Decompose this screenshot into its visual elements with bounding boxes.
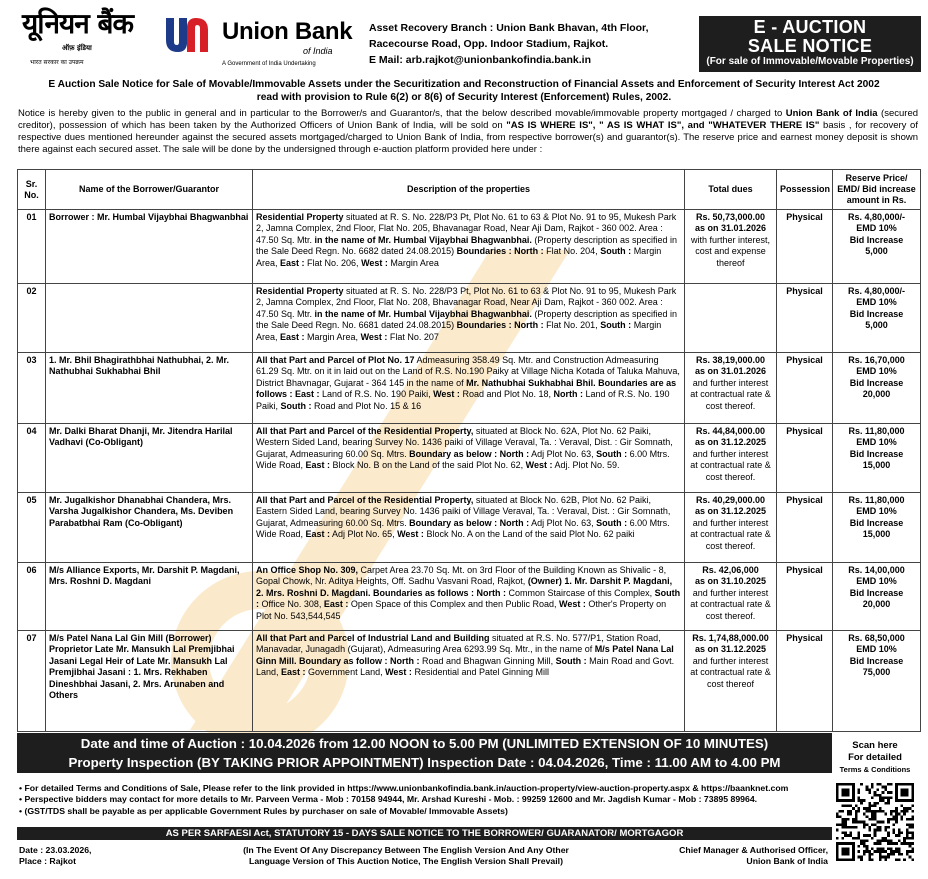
header-description: Description of the properties (253, 170, 685, 210)
desc-bold: West : (397, 529, 424, 540)
desc-bold: South : (600, 246, 632, 257)
notice-basis: "AS IS WHERE IS", " AS IS WHAT IS", and "WHATEVER THERE IS" (506, 120, 820, 131)
notice-bank-name: Union Bank of India (785, 108, 878, 119)
desc-text: situated at R. S. No. 228/P3 Pt, Plot No. 61 to 63 & Plot No. 91 to 95, Mukesh Park 2, Jamna Complex, 2nd Floor, Flat No. 208, Bhavanagar Road, Near Aji Dam, Rajkot - 360 002. Area : 47.50 Sq. Mtr. (256, 286, 677, 319)
dues-note: and further interest at contractual rate & cost thereof. (690, 377, 771, 411)
header-sr-no: Sr. No. (18, 170, 46, 210)
cell-reserve (833, 210, 921, 284)
cell-sr-no: 04 (18, 424, 46, 493)
desc-bold: South : (280, 400, 312, 411)
desc-text: situated at R.S. No. 577/P1, Station Road, Manavadar, Junagadh (Gujarat), Admeasuring Area 6293.99 Sq. Mtr., in the name of (256, 633, 661, 655)
reserve-price: Rs. 16,70,000 (848, 355, 905, 365)
logo-hindi-subtext: ऑफ़ इंडिया (62, 44, 92, 52)
desc-bold: East : (281, 667, 306, 678)
desc-bold: Boundaries : North : (456, 246, 544, 257)
desc-bold: West : (433, 389, 460, 400)
dues-amount: Rs. 44,84,000.00 (695, 426, 766, 436)
desc-text: situated at R. S. No. 228/P3 Pt, Plot No. 61 to 63 & Plot No. 91 to 95, Mukesh Park 2, Jamna Complex, 2nd Floor, Flat No. 205, Bhavanagar Road, Near Aji Dam, Rajkot - 360 002. Area : 47.50 Sq. Mtr. (256, 212, 677, 245)
header (0, 0, 928, 74)
scan-line1: Scan here (852, 740, 898, 751)
desc-bold: Residential Property (256, 212, 344, 222)
sale-notice-subtitle: (For sale of Immovable/Movable Properties) (706, 56, 914, 67)
desc-text: Flat No. 206, (304, 257, 362, 268)
desc-bold: South : (256, 587, 681, 610)
desc-text: Block No. A on the Land of the said Plot No. 62 paiki (423, 529, 635, 540)
bid-increase-amount: 20,000 (862, 599, 891, 610)
table-row (18, 353, 921, 424)
desc-text: situated at Block No. 62B, Plot No. 62 Paiki, Eastern Sided Land, bearing Survey No. 1436 paiki of Village Veraval, Ta. : Veraval, Dist. : Gir Somnath, Gujarat, Admeasuring 60.00 Sq. Mtrs. (256, 495, 671, 528)
desc-text: Flat No. 204, (543, 246, 601, 257)
dues-note: and further interest at contractual rate & cost thereof (690, 655, 771, 689)
cell-possession: Physical (777, 563, 833, 631)
desc-bold: An Office Shop No. 309, (256, 565, 359, 575)
bid-increase-amount: 75,000 (862, 667, 891, 678)
bid-increase-amount: 5,000 (865, 320, 888, 331)
dues-amount: Rs. 50,73,000.00 (695, 212, 766, 222)
dues-as-of: as on 31.01.2026 (694, 366, 767, 377)
scan-line3: Terms & Conditions (839, 765, 911, 774)
bullet-terms-link[interactable]: • For detailed Terms and Conditions of Sale, Please refer to the link provided in https://www.unionbankofindia.bank.in/auction-property/view-auction-property.aspx & https://baanknet.com (19, 783, 789, 793)
cell-possession: Physical (777, 631, 833, 732)
cell-borrower: 1. Mr. Bhil Bhagirathbhai Nathubhai, 2. Mr. Nathubhai Sukhabhai Bhil (46, 353, 253, 424)
cell-reserve (833, 493, 921, 563)
cell-reserve (833, 631, 921, 732)
desc-text: 6.00 Mtrs. Wide Road, (256, 517, 670, 540)
desc-bold: South : (600, 320, 632, 331)
desc-text: Government Land, (305, 667, 386, 678)
dues-note: and further interest at contractual rate & cost thereof. (690, 587, 771, 621)
table-row (18, 631, 921, 732)
cell-borrower: Mr. Dalki Bharat Dhanji, Mr. Jitendra Harilal Vadhavi (Co-Obligant) (46, 424, 253, 493)
bid-increase-amount: 15,000 (862, 529, 891, 540)
dues-as-of: as on 31.01.2026 (694, 223, 767, 234)
desc-bold: South : (596, 448, 628, 459)
desc-text: (Property description as specified in the Sale Deed Regn. No. 6682 dated 24.08.2015) (256, 234, 677, 257)
notice-text-a: Notice is hereby given to the public in general and in particular to the Borrower/s and Guarantor/s, that the below described movable/immovable property mortgaged / charged to (18, 108, 786, 119)
desc-bold: West : (525, 460, 553, 471)
desc-text: Residential and Patel Ginning Mill (411, 667, 550, 678)
cell-description (253, 284, 685, 353)
qr-code-icon[interactable] (836, 783, 914, 861)
cell-description (253, 631, 685, 732)
cell-description (253, 563, 685, 631)
bid-increase-label: Bid Increase (849, 234, 904, 245)
table-row (18, 424, 921, 493)
logo-hindi-text: यूनियन बैंक (22, 7, 134, 40)
bullet-contacts: • Perspective bidders may contact for more details to Mr. Parveen Verma - Mob : 70158 94944, Mr. Arshad Kureshi - Mob. : 99259 12600 and Mr. Jagdish Kumar - Mob : 73895 89964. (19, 794, 758, 805)
desc-text: Land of R.S. No. 190 Paiki, (256, 389, 670, 411)
header-possession: Possession (777, 170, 833, 210)
bullet-gst: • (GST/TDS shall be payable as per applicable Government Rules by purchaser on sale of Movable/ Immovable Assets) (19, 805, 508, 816)
desc-bold: All that Part and Parcel of the Residential Property, (256, 426, 474, 436)
desc-bold: All that Part and Parcel of the Residential Property, (256, 495, 474, 505)
signatory-bank: Union Bank of India (746, 856, 828, 866)
notice-paragraph (18, 108, 918, 156)
dues-note: and further interest at contractual rate & cost thereof. (690, 448, 771, 482)
desc-bold: West : (361, 257, 388, 268)
table-header-row (18, 170, 921, 210)
emd: EMD 10% (856, 297, 897, 308)
act-heading (12, 78, 916, 104)
branch-line1: Asset Recovery Branch : Union Bank Bhavan, 4th Floor, (369, 22, 649, 34)
reserve-price: Rs. 68,50,000 (848, 633, 905, 643)
bid-increase-amount: 20,000 (862, 389, 891, 400)
act-heading-line2: read with provision to Rule 6(2) or 8(6) of Security Interest (Enforcement) Rules, 2002. (256, 92, 672, 103)
desc-bold: Boundaries : North : (456, 320, 544, 331)
desc-bold: East : (305, 460, 331, 471)
desc-bold: Boundary as below : North : (409, 448, 530, 459)
cell-borrower: Mr. Jugalkishor Dhanabhai Chandera, Mrs. Varsha Jugalkishor Chandera, Ms. Deviben Parabatbhai Ram (Co-Obligant) (46, 493, 253, 563)
desc-text: Common Staircase of this Complex, (506, 587, 655, 598)
dues-as-of: as on 31.12.2025 (694, 644, 767, 655)
desc-bold: West : (385, 667, 412, 678)
desc-text: situated at Block No. 62A, Plot No. 62 Paiki, Western Sided Land, bearing Survey No. 1436 paiki of Village Veraval, Ta. : Veraval, Dist. : Gir Somnath, Gujarat, Admeasuring 60.00 Sq. Mtrs. (256, 426, 673, 459)
emd: EMD 10% (856, 644, 897, 655)
dues-amount: Rs. 38,19,000.00 (695, 355, 766, 365)
header-total-dues: Total dues (685, 170, 777, 210)
dues-note: with further interest, cost and expense thereof (690, 234, 771, 268)
notice-place: Place : Rajkot (19, 856, 76, 866)
sale-notice-title: SALE NOTICE (747, 36, 873, 56)
bid-increase-label: Bid Increase (849, 517, 904, 528)
logo-english-tagline: A Government of India Undertaking (222, 61, 316, 67)
cell-possession: Physical (777, 353, 833, 424)
desc-bold: East : (280, 331, 305, 342)
desc-bold: in the name of Mr. Humbal Vijaybhai Bhagwanbhai. (314, 234, 532, 245)
desc-text: Flat No. 201, (543, 320, 601, 331)
dues-as-of: as on 31.10.2025 (694, 576, 767, 587)
act-heading-line1: E Auction Sale Notice for Sale of Movable/Immovable Assets under the Securitization and Reconstruction of Financial Assets and Enforcement of Security Interest Act 2002 (48, 79, 880, 90)
table-row (18, 284, 921, 353)
bid-increase-label: Bid Increase (849, 587, 904, 598)
cell-total-dues (685, 284, 777, 353)
desc-text: 6.00 Mtrs. Wide Road, (256, 448, 670, 471)
bid-increase-label: Bid Increase (849, 308, 904, 319)
disclaimer-line2: Language Version of This Auction Notice, The English Version Shall Prevail) (249, 856, 563, 866)
inspection-date-line: Property Inspection (BY TAKING PRIOR APPOINTMENT) Inspection Date : 04.04.2026, Time : 11.00 AM to 4.00 PM (68, 755, 781, 770)
desc-text: Adj Plot No. 63, (529, 517, 597, 528)
table-row (18, 210, 921, 284)
desc-text: Margin Area, (256, 320, 662, 342)
cell-possession: Physical (777, 424, 833, 493)
cell-sr-no: 03 (18, 353, 46, 424)
desc-text: Flat No. 207 (387, 331, 439, 342)
desc-text: Adj Plot No. 63, (529, 448, 597, 459)
eauction-title: E - AUCTION (753, 17, 867, 37)
desc-text: Main Road and Govt. Land, (256, 655, 675, 678)
desc-text: Road and Plot No. 18, (459, 389, 554, 400)
notice-text-e: basis , for recovery of respective dues mentioned hereunder against the secured assets mortgaged/charged to Union Bank of India, from respective borrower(s) and guarantor(s). The reserve price and earnest money deposit is shown there against each secured asset. The sale will be done by the undersigned through e-auction platform provided here under : (18, 120, 918, 155)
desc-text: Carpet Area 23.70 Sq. Mt. on 3rd Floor of the Building Known as Shivalic - 8, Gopal Chowk, Nr. Aditya Heights, Off. Sadhu Vasvani Road, Rajkot, (256, 565, 667, 587)
auction-date-banner (17, 733, 832, 773)
cell-sr-no: 05 (18, 493, 46, 563)
cell-description (253, 353, 685, 424)
dues-note: and further interest at contractual rate & cost thereof. (690, 517, 771, 551)
desc-bold: Boundary as below : North : (409, 517, 530, 528)
emd: EMD 10% (856, 223, 897, 234)
properties-table (17, 169, 921, 732)
notice-text-c: (secured creditor), possession of which has been taken by the Authorized Officers of Union Bank of India, will be sold on (18, 108, 919, 131)
cell-borrower: Borrower : Mr. Humbal Vijaybhai Bhagwanbhai (46, 210, 253, 284)
scan-line2: For detailed (848, 752, 902, 763)
cell-borrower (46, 284, 253, 353)
cell-total-dues (685, 563, 777, 631)
desc-text: Office No. 308, (259, 599, 324, 610)
date-place (19, 845, 91, 867)
desc-text: Margin Area (387, 257, 439, 268)
desc-bold: West : (559, 599, 586, 610)
desc-bold: (Owner) 1. Mr. Darshit P. Magdani, 2. Mrs. Roshni D. Magdani. Boundaries as follows : North : (256, 576, 673, 598)
header-borrower: Name of the Borrower/Guarantor (46, 170, 253, 210)
desc-bold: M/s Patel Nana Lal Ginn Mill. Boundary as follow : North : (256, 644, 674, 666)
scan-instructions (835, 740, 915, 776)
cell-reserve (833, 424, 921, 493)
union-bank-logo-icon (160, 14, 214, 56)
dues-as-of: as on 31.12.2025 (694, 437, 767, 448)
table-row (18, 493, 921, 563)
desc-bold: Residential Property (256, 286, 344, 296)
desc-bold: Mr. Nathubhai Sukhabhai Bhil. Boundaries are as follows : East : (256, 377, 677, 400)
desc-bold: South : (555, 655, 587, 666)
logo-english-text: Union Bank (222, 18, 353, 45)
emd: EMD 10% (856, 506, 897, 517)
desc-text: Block No. B on the Land of the said Plot No. 62, (330, 460, 526, 471)
reserve-price: Rs. 4,80,000/- (847, 212, 906, 222)
sarfaesi-banner: AS PER SARFAESI Act, STATUTORY 15 - DAYS SALE NOTICE TO THE BORROWER/ GUARANATOR/ MORTGAGOR (17, 827, 832, 840)
emd: EMD 10% (856, 437, 897, 448)
cell-total-dues (685, 631, 777, 732)
desc-bold: South : (596, 517, 628, 528)
logo-english-subtext: of India (303, 46, 333, 56)
bid-increase-amount: 15,000 (862, 460, 891, 471)
cell-sr-no: 01 (18, 210, 46, 284)
cell-description (253, 493, 685, 563)
dues-amount: Rs. 42,06,000 (702, 565, 759, 575)
desc-text: Other's Property on Plot No. 543,544,545 (256, 599, 667, 621)
signatory (650, 845, 828, 867)
emd: EMD 10% (856, 576, 897, 587)
signatory-title: Chief Manager & Authorised Officer, (679, 845, 828, 855)
branch-line2: Racecourse Road, Opp. Indoor Stadium, Rajkot. (369, 38, 609, 50)
branch-address (369, 20, 649, 68)
cell-total-dues (685, 424, 777, 493)
reserve-price: Rs. 11,80,000 (848, 495, 905, 505)
bid-increase-label: Bid Increase (849, 448, 904, 459)
desc-text: Margin Area, (256, 246, 662, 268)
cell-possession: Physical (777, 210, 833, 284)
cell-sr-no: 06 (18, 563, 46, 631)
cell-description (253, 210, 685, 284)
cell-possession: Physical (777, 493, 833, 563)
desc-text: Road and Plot No. 15 & 16 (311, 400, 422, 411)
desc-text: Adj. Plot No. 59. (552, 460, 620, 471)
cell-sr-no: 02 (18, 284, 46, 353)
desc-bold: East : (323, 599, 349, 610)
cell-total-dues (685, 493, 777, 563)
cell-borrower: M/s Alliance Exports, Mr. Darshit P. Magdani, Mrs. Roshni D. Magdani (46, 563, 253, 631)
dues-amount: Rs. 1,74,88,000.00 (692, 633, 769, 643)
reserve-price: Rs. 11,80,000 (848, 426, 905, 436)
auction-date-line: Date and time of Auction : 10.04.2026 from 12.00 NOON to 5.00 PM (UNLIMITED EXTENSION OF 10 MINUTES) (80, 736, 769, 751)
terms-bullets (19, 783, 829, 817)
logo-hindi-tagline: भारत सरकार का उपक्रम (30, 59, 84, 66)
dues-amount: Rs. 40,29,000.00 (695, 495, 766, 505)
desc-text: Admeasuring 358.49 Sq. Mtr. and Construction Admeasuring 61.29 Sq. Mtr. on it in laid out on the Land of R.S. No.190 Paiky at Village Nicha Kotada of Taluka Mahuva, District Bhavnagar, Gujarat - 364 145 in the name of (256, 355, 680, 388)
desc-bold: North : (553, 389, 583, 400)
cell-description (253, 424, 685, 493)
cell-total-dues (685, 210, 777, 284)
bid-increase-label: Bid Increase (849, 377, 904, 388)
bid-increase-label: Bid Increase (849, 655, 904, 666)
desc-text: Road and Bhagwan Ginning Mill, (419, 655, 556, 666)
reserve-price: Rs. 14,00,000 (848, 565, 905, 575)
desc-text: Land of R.S. No. 190 Paiki, (319, 389, 434, 400)
cell-possession: Physical (777, 284, 833, 353)
desc-bold: All that Part and Parcel of Industrial Land and Building (256, 633, 490, 643)
emd: EMD 10% (856, 366, 897, 377)
desc-text: Open Space of this Complex and then Public Road, (348, 599, 560, 610)
desc-bold: East : (305, 529, 331, 540)
cell-reserve (833, 563, 921, 631)
eauction-title-box (699, 16, 921, 72)
dues-as-of: as on 31.12.2025 (694, 506, 767, 517)
reserve-price: Rs. 4,80,000/- (847, 286, 906, 296)
branch-email: E Mail: arb.rajkot@unionbankofindia.bank.in (369, 54, 592, 66)
desc-text: Adj Plot No. 65, (330, 529, 398, 540)
desc-bold: East : (280, 257, 305, 268)
disclaimer-line1: (In The Event Of Any Discrepancy Between The English Version And Any Other (243, 845, 569, 855)
header-reserve-price: Reserve Price/ EMD/ Bid increase amount in Rs. (833, 170, 921, 210)
cell-reserve (833, 284, 921, 353)
desc-text: (Property description as specified in the Sale Deed Regn. No. 6681 dated 24.08.2015) (256, 308, 677, 331)
table-row (18, 563, 921, 631)
desc-text: Margin Area, (304, 331, 361, 342)
desc-bold: All that Part and Parcel of Plot No. 17 (256, 355, 415, 365)
bid-increase-amount: 5,000 (865, 246, 888, 257)
cell-borrower: M/s Patel Nana Lal Gin Mill (Borrower) Proprietor Late Mr. Mansukh Lal Premjibhai Jasani Legal Heir of Late Mr. Mansukh Lal Premjibhai Jasani : 1. Mrs. Rekhaben Dineshbhai Jasani, 2. Mrs. Arunaben and Others (46, 631, 253, 732)
desc-bold: in the name of Mr. Humbal Vijaybhai Bhagwanbhai. (314, 308, 532, 319)
language-disclaimer (196, 845, 616, 867)
cell-sr-no: 07 (18, 631, 46, 732)
cell-reserve (833, 353, 921, 424)
notice-date: Date : 23.03.2026, (19, 845, 92, 855)
cell-total-dues (685, 353, 777, 424)
desc-bold: West : (360, 331, 388, 342)
